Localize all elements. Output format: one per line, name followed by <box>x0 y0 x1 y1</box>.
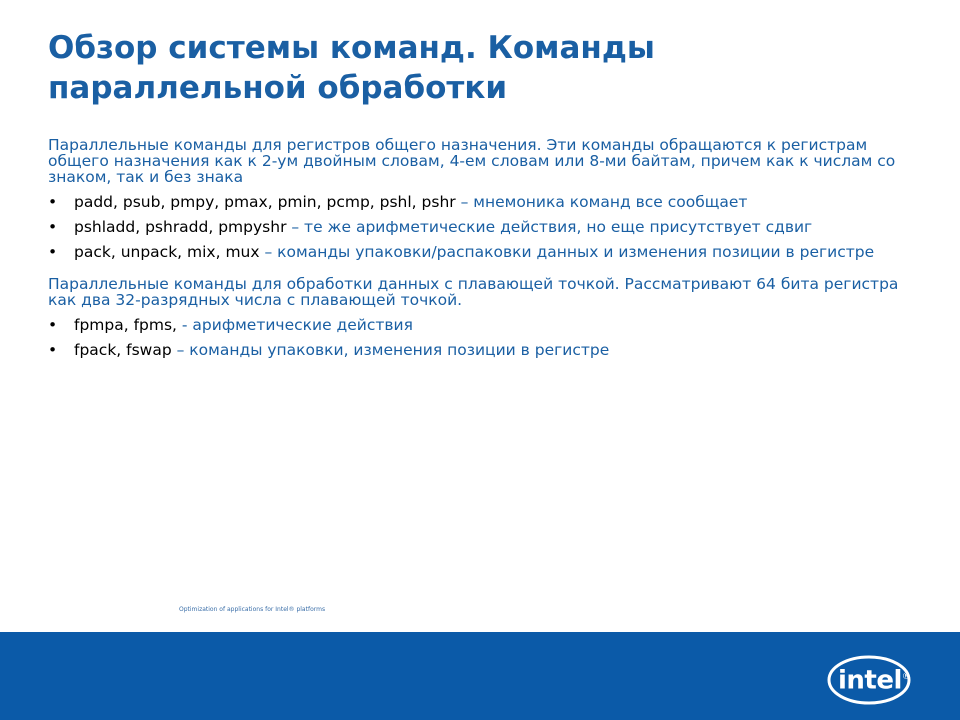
bullet-mnemonics: fpack, fswap <box>74 341 172 359</box>
bullet-item <box>48 244 908 260</box>
bullet-mnemonics: padd, psub, pmpy, pmax, pmin, pcmp, pshl, pshr <box>74 193 456 211</box>
slide-content <box>48 137 908 367</box>
bullet-description: – мнемоника команд все сообщает <box>455 193 748 211</box>
intel-logo <box>826 650 916 708</box>
bullet-description: – команды упаковки/распаковки данных и изменения позиции в регистре <box>259 243 875 261</box>
bullet-item <box>48 317 908 333</box>
bullet-description: – команды упаковки, изменения позиции в регистре <box>171 341 610 359</box>
bullet-item <box>48 342 908 358</box>
intel-logo-text: intel® <box>838 665 911 696</box>
footer-bar <box>0 632 960 720</box>
title-line-2: параллельной обработки <box>48 70 508 106</box>
bullet-description: - арифметические действия <box>176 316 413 334</box>
bullet-mnemonics: pack, unpack, mix, mux <box>74 243 260 261</box>
bullet-item <box>48 194 908 210</box>
bullet-item <box>48 219 908 235</box>
bullet-mnemonics: pshladd, pshradd, pmpyshr <box>74 218 287 236</box>
slide-title <box>48 28 908 108</box>
paragraph-floating-point: Параллельные команды для обработки данных с плавающей точкой. Рассматривают 64 бита регистра как два 32-разрядных числа с плавающей точкой. <box>48 275 899 309</box>
title-line-1: Обзор системы команд. Команды <box>48 30 655 66</box>
bullet-mnemonics: fpmpa, fpms, <box>74 316 177 334</box>
paragraph-general-registers: Параллельные команды для регистров общего назначения. Эти команды обращаются к регистрам общего назначения как к 2-ум двойным словам, 4-ем словам или 8-ми байтам, причем как к числам со знаком, так и без знака <box>48 136 896 186</box>
bullet-description: – те же арифметические действия, но еще присутствует сдвиг <box>286 218 813 236</box>
footer-note: Optimization of applications for Intel® platforms <box>179 606 326 613</box>
